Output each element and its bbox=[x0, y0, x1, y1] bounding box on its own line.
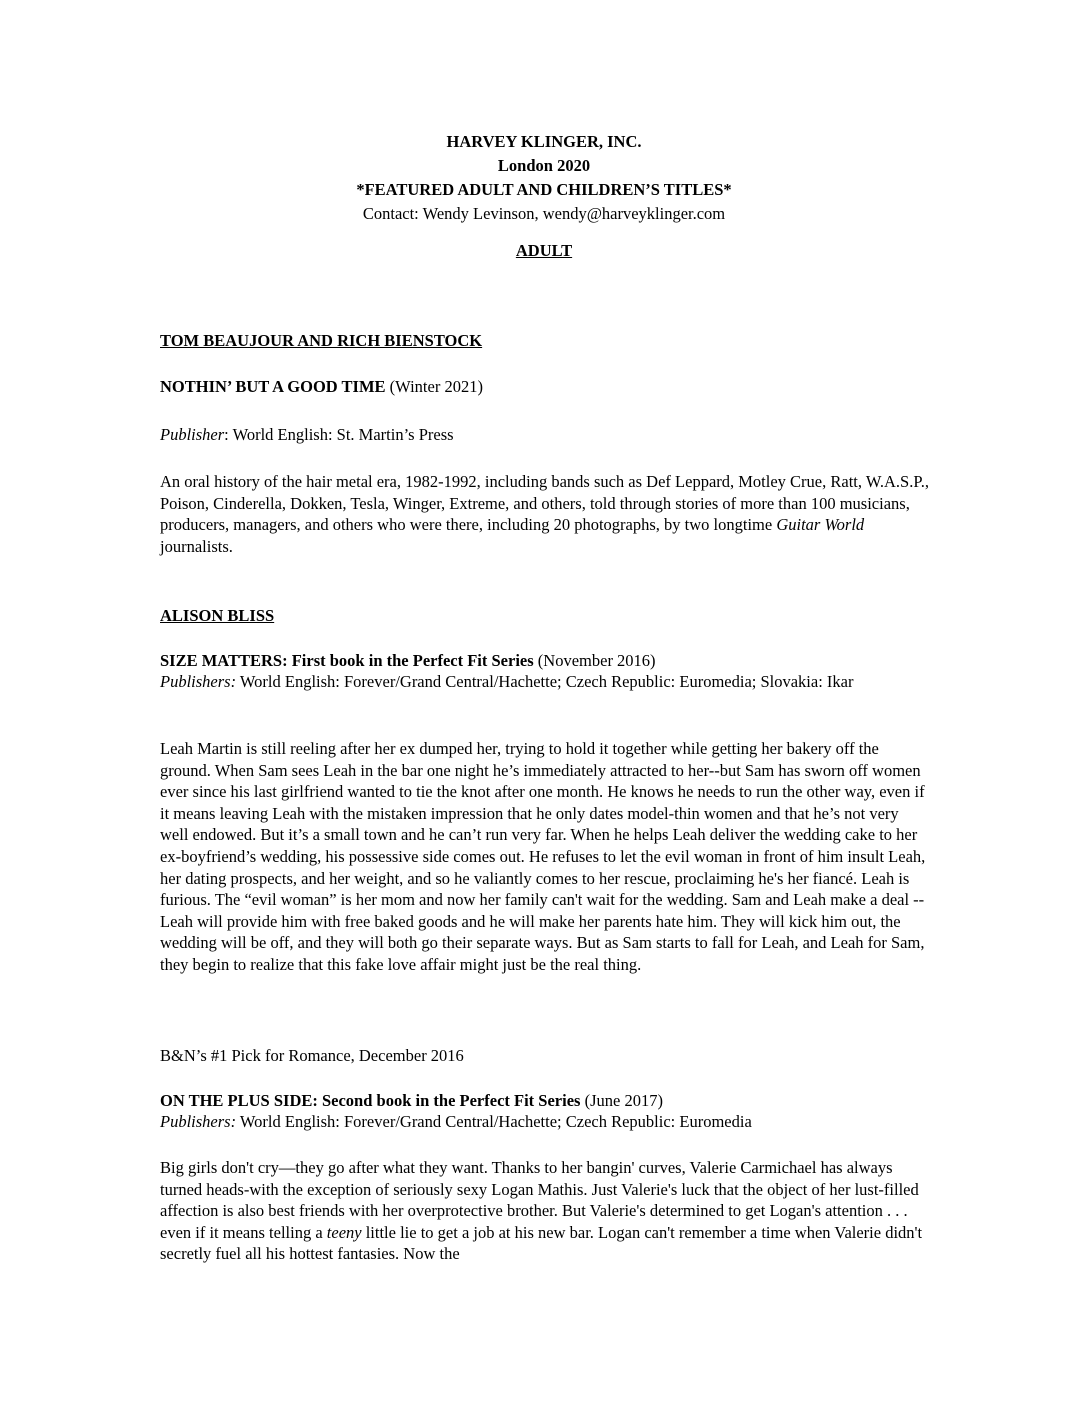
publishers-label: Publishers: bbox=[160, 672, 237, 691]
book-description bbox=[160, 471, 930, 557]
description-text: An oral history of the hair metal era, 1982-1992, including bands such as Def Leppard, Motley Crue, Ratt, W.A.S.P., Poison, Cinderella, Dokken, Tesla, Winger, Extreme, and others, told through stories of more than 100 musicians, producers, managers, and others who were there, including 20 photographs, by two longtime bbox=[160, 472, 929, 535]
accolade-text: B&N’s #1 Pick for Romance, December 2016 bbox=[160, 1046, 464, 1065]
book-title-line bbox=[160, 1090, 930, 1112]
publisher-line bbox=[160, 424, 930, 446]
event-line: London 2020 bbox=[497, 156, 591, 175]
book-title-line bbox=[160, 650, 930, 672]
company-name: HARVEY KLINGER, INC. bbox=[446, 132, 642, 151]
book-title: ON THE PLUS SIDE: Second book in the Perfect Fit Series bbox=[160, 1091, 581, 1110]
book-description bbox=[160, 1157, 930, 1265]
publisher-text: : World English: St. Martin’s Press bbox=[224, 425, 454, 444]
book-title-line bbox=[160, 376, 930, 398]
description-text: Leah Martin is still reeling after her ex dumped her, trying to hold it together while getting her bakery off the ground. When Sam sees Leah in the bar one night he’s immediately attracted to her--but Sam has sworn off women ever since his last girlfriend wanted to tie the knot after one month. He knows he needs to run the other way, even if it means leaving Leah with the mistaken impression that he only dates model-thin women and that he’s not very well endowed. But it’s a small town and he can’t run very far. When he helps Leah deliver the wedding cake to her ex-boyfriend’s wedding, his possessive side comes out. He refuses to let the evil woman in front of him insult Leah, her dating prospects, and her weight, and so he valiantly comes to her rescue, proclaiming he's her fiancé. Leah is furious. The “evil woman” is her mom and now her family can't wait for the wedding. Sam and Leah make a deal -- Leah will provide him with free baked goods and he will make her parents hate him. They will kick him out, the wedding will be off, and they will both go their separate ways. But as Sam starts to fall for Leah, and Leah for Sam, they begin to realize that this fake love affair might just be the real thing. bbox=[160, 739, 926, 974]
publishers-line bbox=[160, 671, 930, 693]
author-heading bbox=[160, 605, 930, 627]
author-name: TOM BEAUJOUR AND RICH BIENSTOCK bbox=[160, 331, 483, 350]
book-title: SIZE MATTERS: First book in the Perfect Fit Series bbox=[160, 651, 534, 670]
book-date: (Winter 2021) bbox=[389, 377, 483, 396]
book-title: NOTHIN’ BUT A GOOD TIME bbox=[160, 377, 386, 396]
section-title-adult: ADULT bbox=[515, 241, 573, 260]
contact-line: Contact: Wendy Levinson, wendy@harveyklinger.com bbox=[362, 204, 726, 223]
emphasis-word: teeny bbox=[326, 1222, 362, 1242]
featured-line: *FEATURED ADULT AND CHILDREN’S TITLES* bbox=[356, 180, 732, 199]
description-text-end: journalists. bbox=[160, 536, 233, 556]
publishers-label: Publishers: bbox=[160, 1112, 237, 1131]
book-description bbox=[160, 738, 930, 976]
description-text: Big girls don't cry—they go after what they want. Thanks to her bangin' curves, Valerie Carmichael has always turned heads-with the exception of seriously sexy Logan Mathis. Just Valerie's luck that the object of her lust-filled affection is also best friends with her overprotective brother. But Valerie's determined to get Logan's attention . . . even if it means telling a bbox=[160, 1158, 919, 1242]
publishers-text: World English: Forever/Grand Central/Hachette; Czech Republic: Euromedia; Slovakia: Ikar bbox=[236, 672, 854, 691]
author-heading bbox=[160, 330, 930, 352]
publishers-text: World English: Forever/Grand Central/Hachette; Czech Republic: Euromedia bbox=[236, 1112, 752, 1131]
book-date: (November 2016) bbox=[537, 651, 656, 670]
accolade-line bbox=[160, 1045, 930, 1067]
letterhead bbox=[0, 130, 1088, 226]
author-name: ALISON BLISS bbox=[160, 606, 275, 625]
magazine-name: Guitar World bbox=[776, 515, 865, 535]
publishers-line bbox=[160, 1111, 930, 1133]
book-date: (June 2017) bbox=[584, 1091, 663, 1110]
publisher-label: Publisher bbox=[160, 425, 225, 444]
description-text-end: little lie to get a job at his new bar. Logan can't remember a time when Valerie didn't secretly fuel all his hottest fantasies. Now the bbox=[160, 1222, 923, 1264]
